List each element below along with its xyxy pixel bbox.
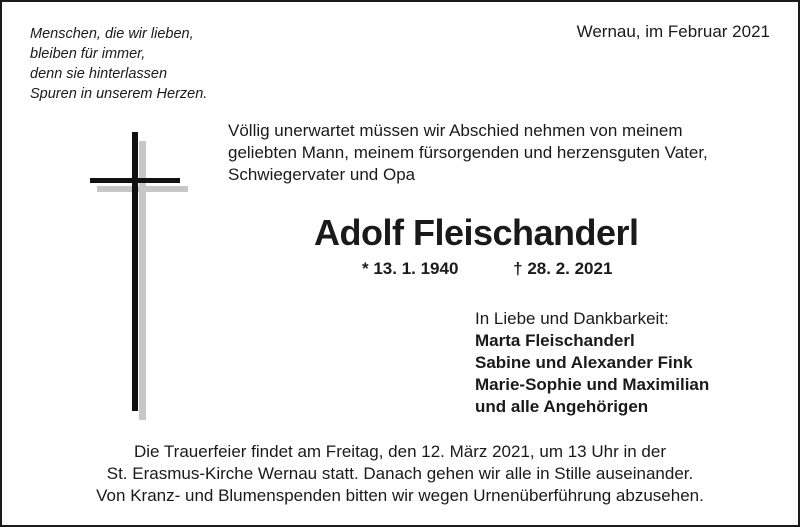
- announcement-line: geliebten Mann, meinem fürsorgenden und herzensguten Vater,: [228, 143, 708, 162]
- cross-horizontal-bar: [90, 178, 180, 183]
- announcement-text: [228, 120, 708, 186]
- life-dates: [362, 259, 612, 279]
- quote-line: denn sie hinterlassen: [30, 66, 168, 82]
- service-line: Von Kranz- und Blumenspenden bitten wir wegen Urnenüberführung abzusehen.: [96, 486, 704, 505]
- death-date: † 28. 2. 2021: [513, 259, 613, 278]
- mourners-block: [475, 308, 709, 418]
- quote-line: Spuren in unserem Herzen.: [30, 86, 208, 102]
- mourner-name: Marta Fleischanderl: [475, 331, 635, 350]
- quote-line: Menschen, die wir lieben,: [30, 26, 194, 42]
- quote-line: bleiben für immer,: [30, 46, 146, 62]
- service-line: St. Erasmus-Kirche Wernau statt. Danach gehen wir alle in Stille auseinander.: [106, 464, 694, 483]
- mourner-name: Sabine und Alexander Fink: [475, 353, 693, 372]
- cross-shadow-horizontal: [97, 186, 188, 192]
- service-line: Die Trauerfeier findet am Freitag, den 12. März 2021, um 13 Uhr in der: [134, 442, 666, 461]
- mourners-heading: In Liebe und Dankbarkeit:: [475, 309, 669, 328]
- announcement-line: Schwiegervater und Opa: [228, 165, 416, 184]
- birth-date: * 13. 1. 1940: [362, 259, 459, 278]
- place-date: Wernau, im Februar 2021: [576, 22, 770, 41]
- memorial-quote: [30, 24, 207, 104]
- mourner-name: Marie-Sophie und Maximilian: [475, 375, 710, 394]
- mourner-name: und alle Angehörigen: [475, 397, 649, 416]
- deceased-name: Adolf Fleischanderl: [314, 212, 639, 253]
- cross-vertical-bar: [132, 132, 138, 411]
- announcement-line: Völlig unerwartet müssen wir Abschied nehmen von meinem: [228, 121, 683, 140]
- funeral-service-info: [0, 441, 800, 507]
